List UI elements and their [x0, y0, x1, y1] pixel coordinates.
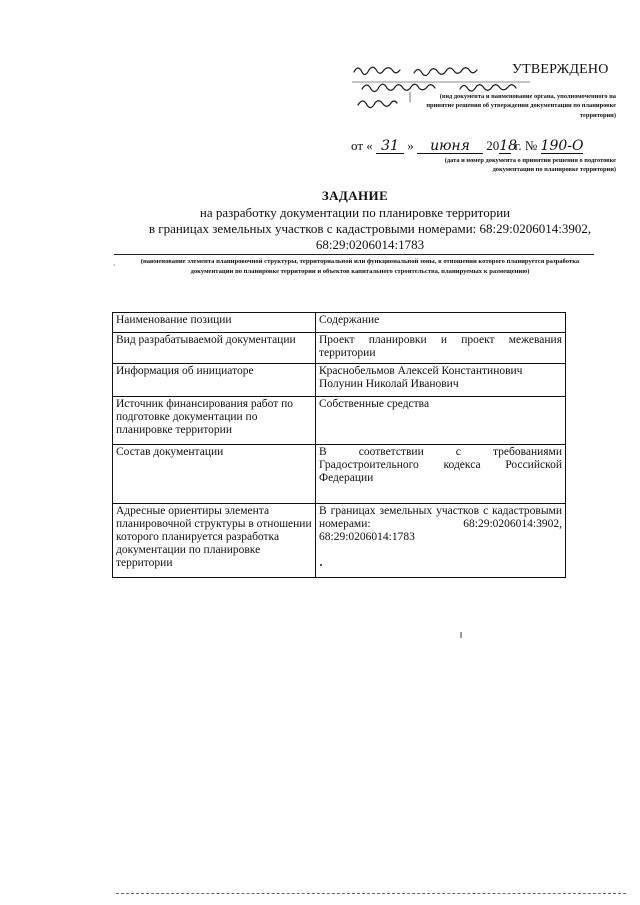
row-label: Состав документации — [113, 445, 316, 504]
table-row — [113, 364, 566, 397]
title-underline — [114, 254, 594, 255]
row-label: Вид разрабатываемой документации — [113, 333, 316, 364]
title-caption: (наименование элемента планировочной структуры, территориальной или функциональной зоны, в отношении которого планируется разработка документации по планировке территории и объектов капитального строительства, планируемых к размещению) — [140, 258, 580, 275]
date-year-suffix: 18 — [499, 138, 518, 154]
row-label: Адресные ориентиры элемента планировочной структуры в отношении которого планируется разработка документации по планировке территории — [113, 504, 316, 578]
row-value: В границах земельных участков с кадастровыми номерами: 68:29:0206014:3902, 68:29:0206014:1783 — [316, 504, 566, 578]
title-line-2 — [110, 221, 630, 253]
date-day: 31 — [376, 140, 404, 154]
approved-stamp: УТВЕРЖДЕНО — [512, 62, 609, 77]
title-line-1: на разработку документации по планировке территории — [199, 205, 511, 220]
row-value: В соответствии с требованиями Градостроительного кодекса Российской Федерации — [316, 445, 566, 504]
date-prefix: от « — [351, 138, 373, 153]
page-title: ЗАДАНИЕ — [321, 188, 389, 203]
scan-speck — [460, 632, 462, 638]
date-caption: (дата и номер документа о принятии решения о подготовке документации по планировке территории) — [444, 157, 616, 174]
date-number-label: г. № — [514, 138, 538, 153]
date-month: июня — [417, 140, 483, 154]
header-content: Содержание — [316, 313, 566, 333]
title-line-3-text: 68:29:0206014:1783 — [315, 237, 425, 252]
table-row — [113, 397, 566, 445]
table-row — [113, 333, 566, 364]
approval-date-line — [351, 138, 583, 154]
table-header-row — [113, 313, 566, 333]
title-line-2-text: в границах земельных участков с кадастровыми номерами: 68:29:0206014:3902, — [148, 221, 592, 236]
row-label: Источник финансирования работ по подготовке документации по планировке территории — [113, 397, 316, 445]
table-row — [113, 445, 566, 504]
date-number: 190-О — [540, 138, 584, 154]
margin-mark: ⸱ — [113, 260, 116, 270]
date-year-prefix: 20 — [486, 138, 500, 153]
row-value: Краснобельмов Алексей Константинович Полунин Николай Иванович — [316, 364, 566, 397]
row-value: Проект планировки и проект межевания территории — [316, 333, 566, 364]
header-position: Наименование позиции — [113, 313, 316, 333]
assignment-table — [112, 312, 566, 578]
scan-dot — [320, 564, 322, 566]
date-mid: » — [407, 138, 414, 153]
row-value: Собственные средства — [316, 397, 566, 445]
scan-bottom-edge — [116, 893, 626, 894]
table-row — [113, 504, 566, 578]
approver-caption: (вид документа и наименование органа, уполномоченного на принятие решения об утверждении документации по планировке территории) — [426, 93, 616, 119]
row-label: Информация об инициаторе — [113, 364, 316, 397]
